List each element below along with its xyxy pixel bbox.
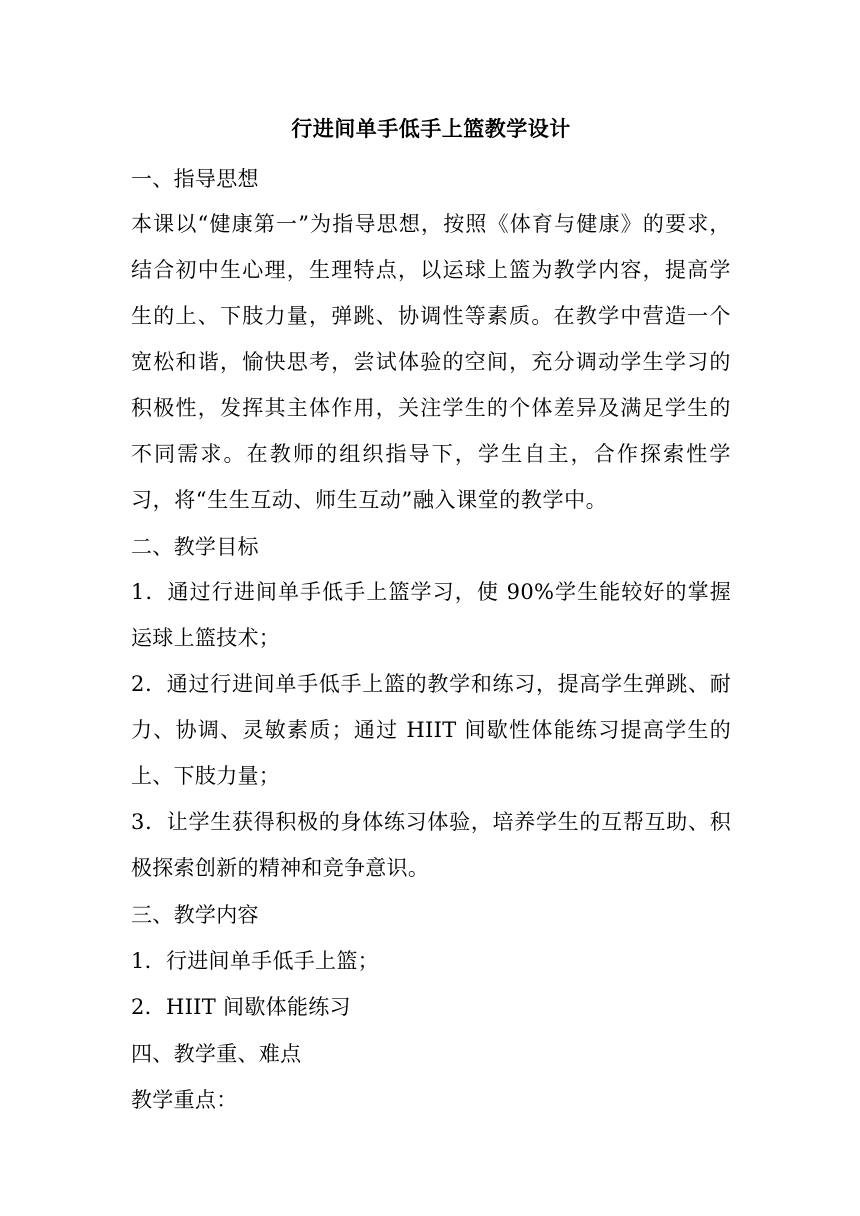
section-heading-key-difficult-points: 四、教学重、难点: [131, 1041, 302, 1066]
document-body: [131, 112, 731, 1124]
objective-item-3: 3．让学生获得积极的身体练习体验，培养学生的互帮互助、积极探索创新的精神和竞争意识。: [131, 809, 731, 880]
objective-item-1: 1．通过行进间单手低手上篮学习，使 90%学生能较好的掌握运球上篮技术；: [131, 580, 731, 651]
section-heading-guiding-ideology: 一、指导思想: [131, 167, 259, 191]
content-item-2: 2．HIIT 间歇体能练习: [131, 995, 351, 1020]
document-title: 行进间单手低手上篮教学设计: [291, 116, 571, 141]
content-item-1: 1．行进间单手低手上篮；: [131, 948, 379, 973]
key-points-subheading: 教学重点：: [131, 1088, 238, 1113]
guiding-ideology-paragraph: 本课以“健康第一”为指导思想，按照《体育与健康》的要求，结合初中生心理，生理特点，以运球上篮为教学内容，提高学生的上、下肢力量，弹跳、协调性等素质。在教学中营造一个宽松和谐，愉快思考，尝试体验的空间，充分调动学生学习的积极性，发挥其主体作用，关注学生的个体差异及满足学生的不同需求。在教师的组织指导下，学生自主，合作探索性学习，将“生生互动、师生互动”融入课堂的教学中。: [131, 212, 731, 512]
objective-item-2: 2．通过行进间单手低手上篮的教学和练习，提高学生弹跳、耐力、协调、灵敏素质；通过 HIIT 间歇性体能练习提高学生的上、下肢力量；: [131, 671, 731, 788]
section-heading-teaching-objectives: 二、教学目标: [131, 534, 259, 559]
section-heading-teaching-content: 三、教学内容: [131, 902, 259, 927]
